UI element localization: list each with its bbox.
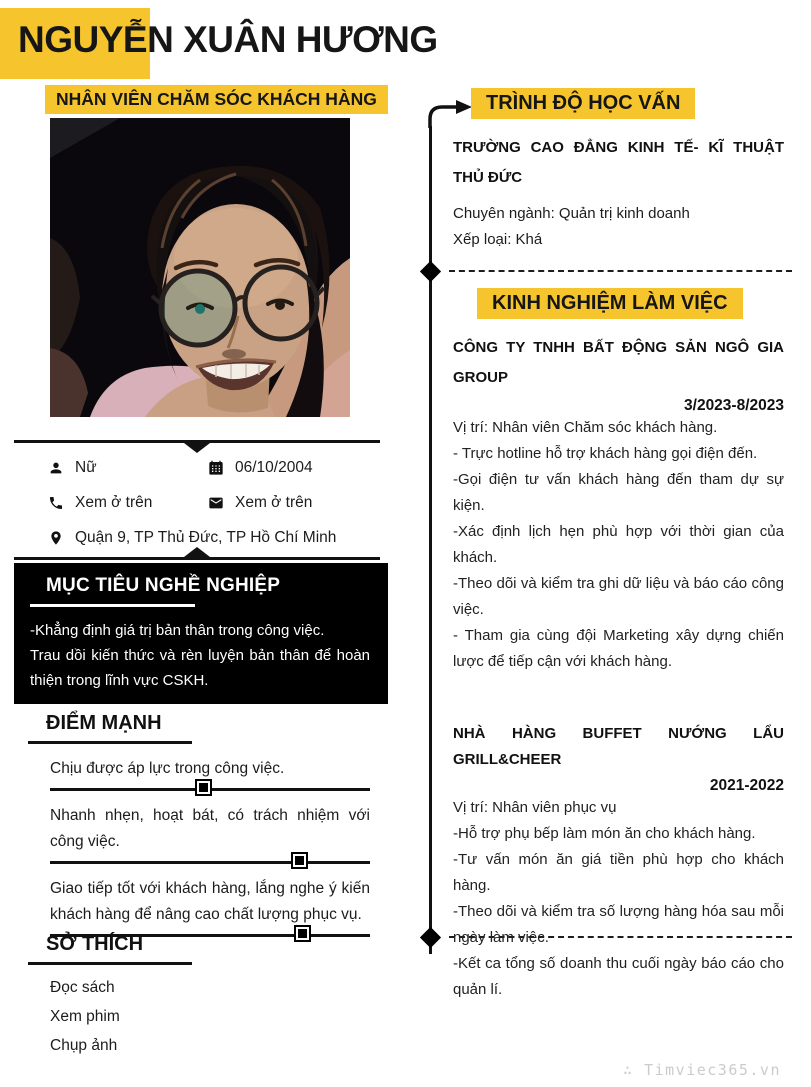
- strength-item: [14, 876, 380, 937]
- info-gender-value: Nữ: [75, 459, 97, 476]
- location-icon: [48, 530, 64, 546]
- job-bullet: -Xác định lịch hẹn phù hợp với thời gian của khách.: [453, 523, 784, 566]
- phone-icon: [48, 495, 64, 511]
- strengths-section: [14, 712, 380, 939]
- education-grade: Xếp loại: Khá: [453, 231, 543, 248]
- education-section: [453, 88, 784, 253]
- info-birthdate-value: 06/10/2004: [235, 459, 313, 476]
- objective-title: MỤC TIÊU NGHỀ NGHIỆP: [46, 575, 281, 596]
- job-entry: [453, 721, 784, 1003]
- hobbies-title: SỞ THÍCH: [46, 933, 144, 955]
- job-period: 3/2023-8/2023: [684, 397, 784, 414]
- portrait-illustration: [50, 118, 350, 417]
- candidate-name: NGUYỄN XUÂN HƯƠNG: [18, 19, 438, 60]
- job-bullet: -Tư vấn món ăn giá tiền phù hợp cho khách hàng.: [453, 851, 784, 894]
- job-bullet: -Hỗ trợ phụ bếp làm món ăn cho khách hàng.: [453, 825, 756, 842]
- hobbies-section: [14, 933, 380, 1066]
- info-address: [48, 529, 336, 547]
- education-major: Chuyên ngành: Quản trị kinh doanh: [453, 205, 690, 222]
- strength-text: Chịu được áp lực trong công việc.: [50, 760, 285, 777]
- job-position: Vị trí: Nhân viên Chăm sóc khách hàng.: [453, 419, 718, 436]
- job-bullet: -Gọi điện tư vấn khách hàng đến tham dự sự kiện.: [453, 471, 784, 514]
- objective-section: [14, 563, 388, 704]
- objective-underline: [30, 604, 195, 607]
- experience-title: KINH NGHIỆM LÀM VIỆC: [477, 288, 743, 319]
- job-title: NHÂN VIÊN CHĂM SÓC KHÁCH HÀNG: [45, 85, 388, 114]
- hobby-item: Xem phim: [50, 1008, 120, 1025]
- experience-section: [453, 288, 784, 1003]
- job-bullet: -Theo dõi và kiểm tra ghi dữ liệu và báo cáo công việc.: [453, 575, 784, 618]
- profile-photo: [50, 118, 350, 417]
- watermark: ∴ Timviec365.vn: [623, 1061, 781, 1079]
- diamond-marker-icon: [420, 261, 441, 282]
- calendar-icon: [208, 460, 224, 476]
- email-icon: [208, 495, 224, 511]
- job-position: Vị trí: Nhân viên phục vụ: [453, 799, 617, 816]
- objective-line: -Khẳng định giá trị bản thân trong công việc.: [30, 622, 325, 639]
- personal-info-section: [14, 440, 380, 560]
- strength-slider: [50, 861, 370, 864]
- job-bullet: - Tham gia cùng đội Marketing xây dựng chiến lược để tiếp cận với khách hàng.: [453, 627, 784, 670]
- slider-marker: [197, 781, 210, 794]
- info-birthdate: [208, 459, 313, 477]
- job-entry: [453, 333, 784, 675]
- person-icon: [48, 460, 64, 476]
- dashed-divider: [449, 270, 792, 272]
- job-period: 2021-2022: [709, 777, 784, 794]
- info-gender: [48, 459, 208, 477]
- strengths-title: ĐIỂM MẠNH: [46, 712, 162, 734]
- triangle-down-icon: [184, 443, 210, 453]
- divider-bottom: [14, 557, 380, 560]
- job-bullet: - Trực hotline hỗ trợ khách hàng gọi điện đến.: [453, 445, 758, 462]
- strength-text: Nhanh nhẹn, hoạt bát, có trách nhiệm với công việc.: [50, 807, 370, 850]
- info-address-value: Quận 9, TP Thủ Đức, TP Hồ Chí Minh: [75, 529, 337, 546]
- job-bullet: -Theo dõi và kiểm tra số lượng hàng hóa sau mỗi ngày làm việc.: [453, 903, 784, 946]
- strength-item: [14, 803, 380, 864]
- company-name: NHÀ HÀNG BUFFET NƯỚNG LẨU GRILL&CHEER: [453, 725, 784, 768]
- info-email: [208, 494, 312, 512]
- strength-slider: [50, 788, 370, 791]
- hobby-item: Đọc sách: [50, 979, 115, 996]
- triangle-up-icon: [184, 547, 210, 557]
- timeline-vertical-line: [429, 126, 432, 954]
- slider-marker: [293, 854, 306, 867]
- hobby-item: Chụp ảnh: [50, 1037, 118, 1054]
- diamond-marker-icon: [420, 927, 441, 948]
- strengths-underline: [28, 741, 192, 744]
- objective-line: Trau dồi kiến thức và rèn luyện bản thân để hoàn thiện trong lĩnh vực CSKH.: [30, 647, 370, 689]
- school-name: TRƯỜNG CAO ĐẲNG KINH TẾ- KĨ THUẬT THỦ ĐỨC: [453, 139, 784, 186]
- company-name: CÔNG TY TNHH BẤT ĐỘNG SẢN NGÔ GIA GROUP: [453, 339, 784, 386]
- info-phone: [48, 494, 208, 512]
- info-email-value: Xem ở trên: [235, 494, 313, 511]
- divider-top: [14, 440, 380, 443]
- hobbies-underline: [28, 962, 192, 965]
- strength-text: Giao tiếp tốt với khách hàng, lắng nghe ý kiến khách hàng để nâng cao chất lượng phục vụ.: [50, 880, 370, 923]
- info-phone-value: Xem ở trên: [75, 494, 153, 511]
- education-title: TRÌNH ĐỘ HỌC VẤN: [471, 88, 695, 119]
- job-bullet: -Kết ca tổng số doanh thu cuối ngày báo cáo cho quản lí.: [453, 955, 784, 998]
- strength-item: [14, 756, 380, 791]
